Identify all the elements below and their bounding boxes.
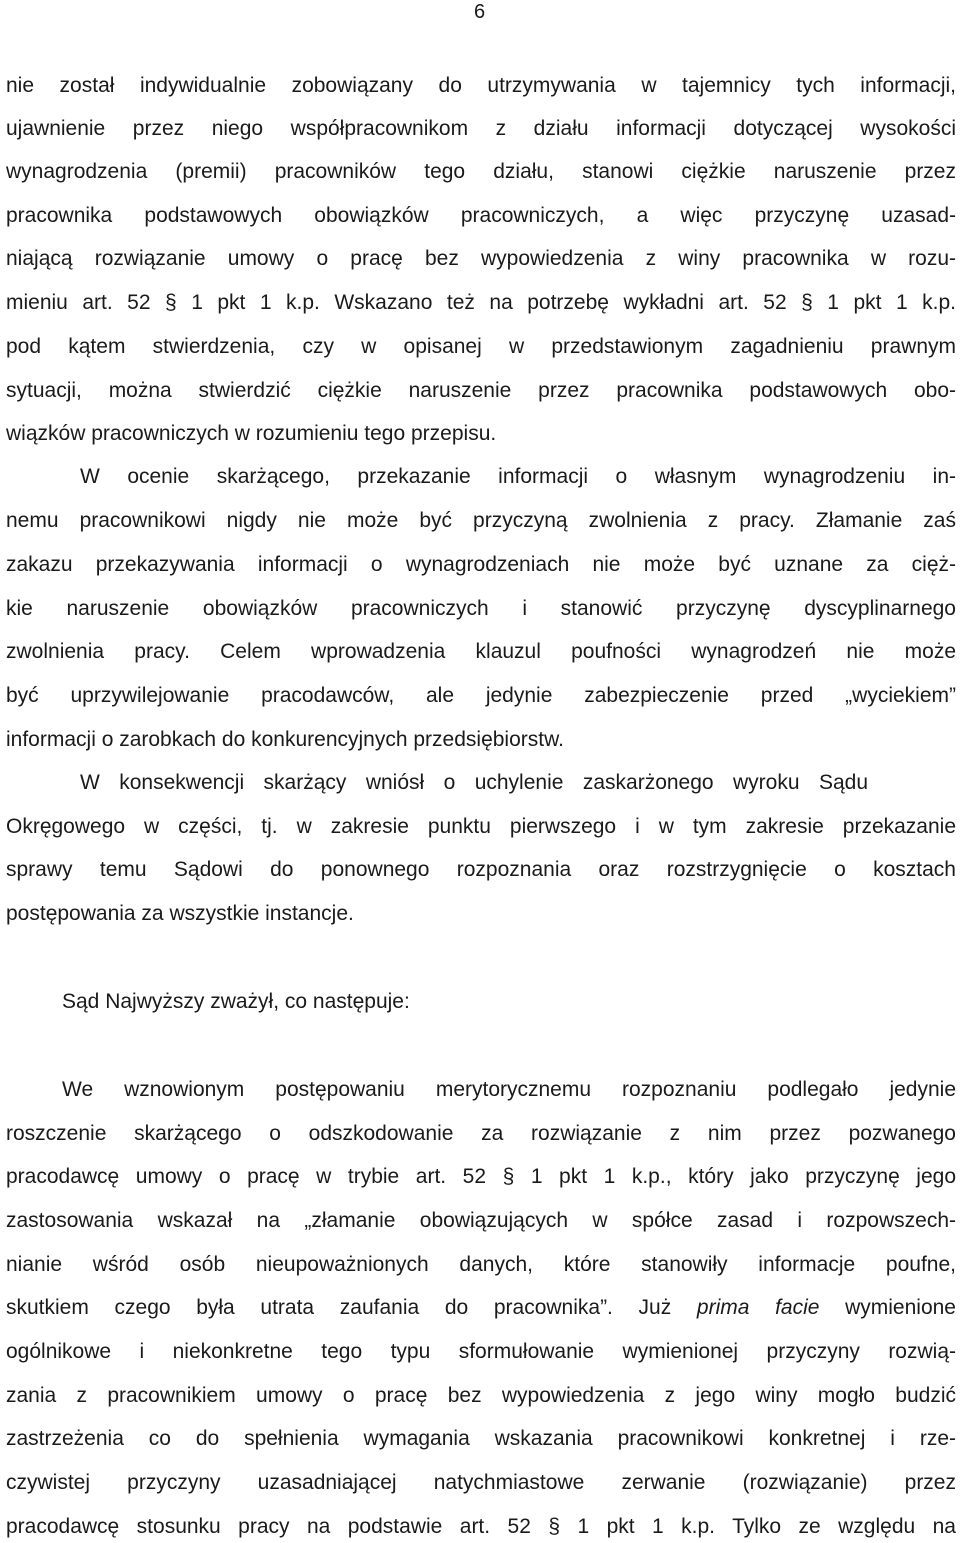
text-line: niającą rozwiązanie umowy o pracę bez wypowiedzenia z winy pracownika w rozu- [6,247,956,270]
text-segment: skutkiem czego była utrata zaufania do pracownika”. Już [6,1296,697,1319]
text-line: zastrzeżenia co do spełnienia wymagania wskazania pracownikowi konkretnej i rze- [6,1427,956,1450]
text-line: nemu pracownikowi nigdy nie może być przyczyną zwolnienia z pracy. Złamanie zaś [6,509,956,532]
latin-phrase: prima facie [696,1296,820,1319]
text-line: nie został indywidualnie zobowiązany do utrzymywania w tajemnicy tych informacji, [6,74,956,97]
text-line: ujawnienie przez niego współpracownikom z działu informacji dotyczącej wysokości [6,117,956,140]
text-line: informacji o zarobkach do konkurencyjnych przedsiębiorstw. [6,728,564,751]
text-line: roszczenie skarżącego o odszkodowanie za rozwiązanie z nim przez pozwanego [6,1122,956,1145]
page-number: 6 [474,1,486,23]
section-heading: Sąd Najwyższy zważył, co następuje: [62,990,410,1013]
text-line: sprawy temu Sądowi do ponownego rozpoznania oraz rozstrzygnięcie o kosztach [6,858,956,881]
text-line: zakazu przekazywania informacji o wynagrodzeniach nie może być uznane za cięż- [6,553,956,576]
text-line: pracodawcę umowy o pracę w trybie art. 52 § 1 pkt 1 k.p., który jako przyczynę jego [6,1165,956,1188]
text-line [6,1295,956,1321]
text-line: być uprzywilejowanie pracodawców, ale jedynie zabezpieczenie przed „wyciekiem” [6,684,956,707]
text-line: zwolnienia pracy. Celem wprowadzenia klauzul poufności wynagrodzeń nie może [6,640,956,663]
text-line: nianie wśród osób nieupoważnionych danych, które stanowiły informacje poufne, [6,1253,956,1276]
text-line: We wznowionym postępowaniu merytorycznemu rozpoznaniu podlegało jedynie [62,1078,956,1101]
text-line: wiązków pracowniczych w rozumieniu tego przepisu. [6,422,497,445]
text-line: pracodawcę stosunku pracy na podstawie art. 52 § 1 pkt 1 k.p. Tylko ze względu na [6,1515,956,1538]
text-line: ogólnikowe i niekonkretne tego typu sformułowanie wymienionej przyczyny rozwią- [6,1340,956,1363]
text-line: mieniu art. 52 § 1 pkt 1 k.p. Wskazano też na potrzebę wykładni art. 52 § 1 pkt 1 k.p. [6,291,956,314]
text-line: kie naruszenie obowiązków pracowniczych i stanowić przyczynę dyscyplinarnego [6,597,956,620]
text-line: sytuacji, można stwierdzić ciężkie naruszenie przez pracownika podstawowych obo- [6,379,956,402]
text-line: postępowania za wszystkie instancje. [6,902,354,925]
text-line: W konsekwencji skarżący wniósł o uchylenie zaskarżonego wyroku Sądu [80,771,868,794]
text-line: zastosowania wskazał na „złamanie obowiązujących w spółce zasad i rozpowszech- [6,1209,956,1232]
text-line: W ocenie skarżącego, przekazanie informacji o własnym wynagrodzeniu in- [80,465,956,488]
text-line: pracownika podstawowych obowiązków pracowniczych, a więc przyczynę uzasad- [6,204,956,227]
text-line: pod kątem stwierdzenia, czy w opisanej w przedstawionym zagadnieniu prawnym [6,335,956,358]
text-line: wynagrodzenia (premii) pracowników tego działu, stanowi ciężkie naruszenie przez [6,160,956,183]
text-segment: wymienione [819,1296,956,1319]
text-line: zania z pracownikiem umowy o pracę bez wypowiedzenia z jego winy mogło budzić [6,1384,956,1407]
text-line: Okręgowego w części, tj. w zakresie punktu pierwszego i w tym zakresie przekazanie [6,815,956,838]
text-line: czywistej przyczyny uzasadniającej natychmiastowe zerwanie (rozwiązanie) przez [6,1471,956,1494]
